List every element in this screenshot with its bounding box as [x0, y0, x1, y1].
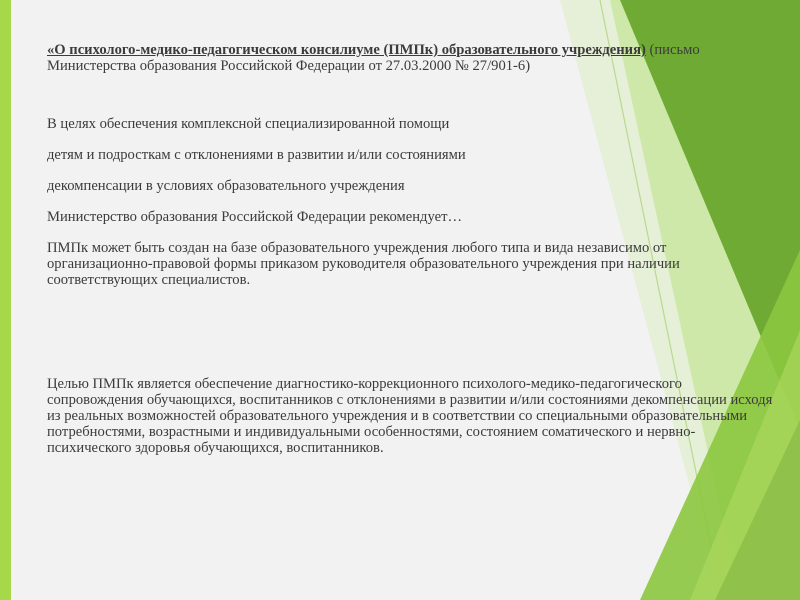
paragraph-1: В целях обеспечения комплексной специализированной помощи [47, 116, 450, 132]
paragraph-4: Министерство образования Российской Федерации рекомендует… [47, 209, 463, 225]
paragraph-6: Целью ПМПк является обеспечение диагностико-коррекционного психолого-медико-педагогического сопровождения обучающихся, воспитанников с отклонениями в развитии и/или состояниями декомпенсации исходя из реальных возможностей образовательного учреждения и в соответствии со специальными образовательными потребностями, возрастными и индивидуальными особенностями, состоянием соматического и нервно-психического здоровья обучающихся, воспитанников. [47, 376, 773, 456]
document-reference [47, 42, 775, 74]
paragraph-5: ПМПк может быть создан на базе образовательного учреждения любого типа и вида независимо от организационно-правовой формы приказом руководителя образовательного учреждения при наличии соответствующих специалистов. [47, 240, 680, 288]
document-title-note: (письмо Министерства образования Российской Федерации от 27.03.2000 № 27/901-6) [47, 42, 700, 74]
left-accent-stripe [0, 0, 11, 600]
paragraph-2: детям и подросткам с отклонениями в развитии и/или состояниями [47, 147, 466, 163]
paragraph-3: декомпенсации в условиях образовательного учреждения [47, 178, 405, 194]
document-title: «О психолого-медико-педагогическом консилиуме (ПМПк) образовательного учреждения) [47, 42, 646, 58]
slide-text-body [47, 42, 775, 456]
